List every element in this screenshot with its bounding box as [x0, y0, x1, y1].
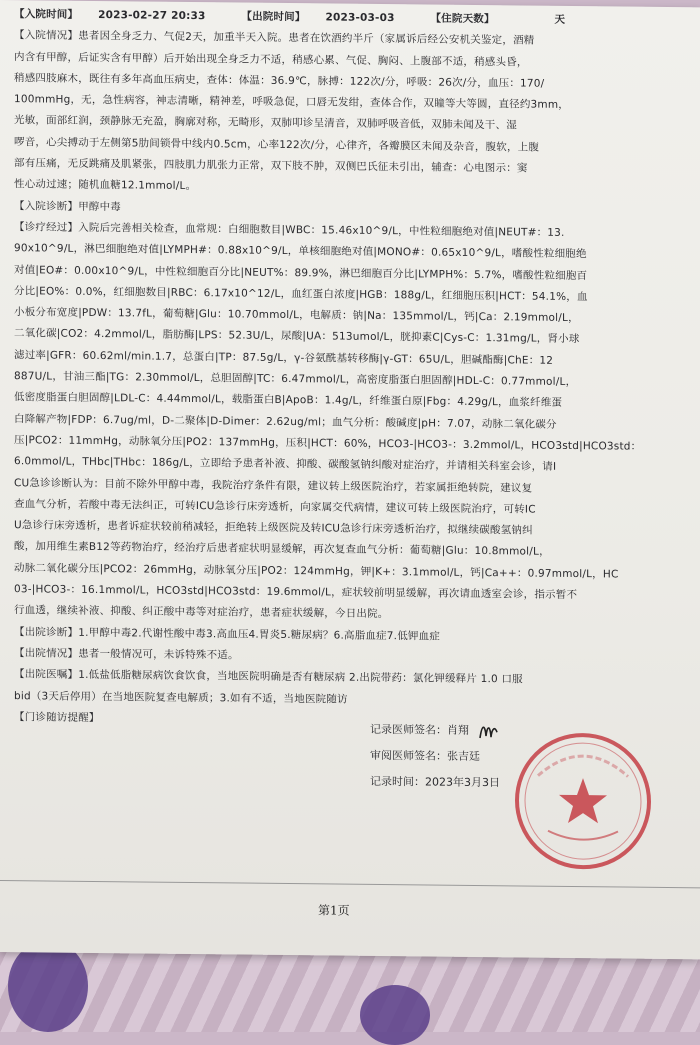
- text-line: 90x10^9/L，淋巴细胞绝对值|LYMPH#：0.88x10^9/L，单核细胞绝对值|MONO#：0.65x10^9/L，嗜酸性粒细胞绝: [14, 242, 587, 261]
- text-line: 光敏，面部红润，颈静脉无充盈，胸廓对称，无畸形，双肺叩诊呈清音，双肺呼吸音低，双肺未闻及干、湿: [14, 114, 517, 132]
- text-line: 【出院诊断】1.甲醇中毒2.代谢性酸中毒3.高血压4.胃炎5.糖尿病？6.高脂血症7.低钾血症: [14, 625, 441, 643]
- text-line: 内含有甲醇，后证实含有甲醇）后开始出现全身乏力不适，稍感心累、气促、胸闷、上腹部不适，稍感头昏，: [14, 50, 528, 69]
- page-footer-rule: [0, 880, 700, 888]
- recorder-signature: 记录医师签名：肖翔: [370, 717, 670, 746]
- text-line: U急诊行床旁透析，患者诉症状较前稍减轻，拒绝转上级医院及转ICU急诊行床旁透析治疗，拟继续碳酸氢钠纠: [14, 519, 533, 537]
- text-line: 动脉二氧化碳分压|PCO2：26mmHg，动脉氧分压|PO2：124mmHg，钾|K+：3.1mmol/L，钙|Ca++：0.97mmol/L，HC: [14, 561, 619, 581]
- section-line: 【入院情况】患者因全身乏力、气促2天，加重半天入院。患者在饮酒约半斤（家属诉后经公安机关鉴定，酒精: [14, 29, 535, 47]
- text-line: 低密度脂蛋白胆固醇|LDL-C：4.44mmol/L，载脂蛋白B|ApoB：1.4g/L，纤维蛋白原|Fbg：4.29g/L，血浆纤维蛋: [14, 391, 563, 410]
- admit-time: 【入院时间】 2023-02-27 20:33: [14, 8, 206, 23]
- text-line: 啰音，心尖搏动于左侧第5肋间锁骨中线内0.5cm，心率122次/分，心律齐，各瓣膜区未闻及杂音，腹软，上腹: [14, 135, 540, 154]
- section-line: 【出院医嘱】1.低盐低脂糖尿病饮食饮食，当地医院明确是否有糖尿病 2.出院带药：氯化钾缓释片 1.0 口服: [14, 668, 523, 686]
- text-line: 小板分布宽度|PDW：13.7fL，葡萄糖|Glu：10.70mmol/L，电解质：钠|Na：135mmol/L，钙|Ca：2.19mmol/L，: [14, 306, 579, 325]
- record-body: [14, 4, 686, 735]
- section-line: 【出院情况】患者一般情况可，未诉特殊不适。: [14, 647, 239, 662]
- section-line: 【诊疗经过】入院后完善相关检查，血常规：白细胞数目|WBC：15.46x10^9/L，中性粒细胞绝对值|NEUT#：13.: [14, 221, 565, 239]
- text-line: 滤过率|GFR：60.62ml/min.1.7，总蛋白|TP：87.5g/L，γ-谷氨酰基转移酶|γ-GT：65U/L，胆碱酯酶|ChE：12: [14, 348, 554, 367]
- text-line: 100mmHg，无，急性病容，神志清晰，精神差，呼吸急促，口唇无发绀，查体合作，双瞳等大等圆，直径约3mm，: [14, 93, 569, 112]
- text-line: 性心动过速；随机血糖12.1mmol/L。: [14, 178, 197, 193]
- text-line: 887U/L，甘油三酯|TG：2.30mmol/L，总胆固醇|TC：6.47mmol/L，高密度脂蛋白胆固醇|HDL-C：0.77mmol/L，: [14, 370, 577, 389]
- text-line: 稍感四肢麻木，既往有多年高血压病史，查体：体温：36.9℃，脉搏：122次/分，呼吸：26次/分，血压：170/: [14, 72, 545, 90]
- text-line: 对值|EO#：0.00x10^9/L，中性粒细胞百分比|NEUT%：89.9%，淋巴细胞百分比|LYMPH%：5.7%，嗜酸性粒细胞百: [14, 263, 588, 282]
- text-line: 酸，加用维生素B12等药物治疗，经治疗后患者症状明显缓解，再次复查血气分析：葡萄糖|Glu：10.8mmol/L，: [14, 540, 550, 559]
- text-line: 二氧化碳|CO2：4.2mmol/L，脂肪酶|LPS：52.3U/L，尿酸|UA：513umol/L，胱抑素C|Cys-C：1.31mg/L，肾小球: [14, 327, 580, 346]
- hospital-days: 【住院天数】 天: [430, 12, 566, 26]
- reviewer-signature: 审阅医师签名：张吉廷: [370, 748, 480, 764]
- handwritten-signature-icon: [477, 720, 499, 742]
- text-line: 6.0mmol/L，THbc|THbc：186g/L，立即给予患者补液、抑酸、碳酸氢钠纠酸对症治疗，并请相关科室会诊，请I: [14, 455, 557, 474]
- purple-pattern-blob: [8, 940, 88, 1032]
- text-line: 行血透，继续补液、抑酸、纠正酸中毒等对症治疗，患者症状缓解，今日出院。: [14, 604, 389, 621]
- text-line: 白降解产物|FDP：6.7ug/ml，D-二聚体|D-Dimer：2.62ug/ml；血气分析：酸碱度|pH：7.07，动脉二氧化碳分: [14, 412, 557, 431]
- text-line: 03-|HCO3-：16.1mmol/L，HCO3std|HCO3std：19.6mmol/L，症状较前明显缓解，再次请血透室会诊，指示暂不: [14, 583, 578, 602]
- record-time: 记录时间：2023年3月3日: [370, 774, 500, 790]
- record-text: [14, 25, 686, 735]
- text-line: CU急诊诊断认为：目前不除外甲醇中毒，我院治疗条件有限，建议转上级医院治疗，若家属拒绝转院，建议复: [14, 476, 533, 495]
- section-line: bid（3天后停用）在当地医院复查电解质；3.如有不适，当地医院随访: [14, 689, 348, 706]
- text-line: 【门诊随访提醒】: [14, 710, 100, 724]
- purple-pattern-blob: [360, 985, 430, 1045]
- discharge-time: 【出院时间】 2023-03-03: [241, 10, 395, 25]
- page-number: 第1页: [318, 903, 350, 918]
- hospital-seal-icon: [508, 725, 658, 877]
- section-line: 【入院诊断】甲醇中毒: [14, 199, 121, 213]
- text-line: 查血气分析，若酸中毒无法纠正，可转ICU急诊行床旁透析，向家属交代病情，建议可转上级医院治疗，可转IC: [14, 497, 536, 516]
- text-line: 部有压痛，无反跳痛及肌紧张，四肢肌力肌张力正常，双下肢不肿，双侧巴氏征未引出，辅查：心电图示：窦: [14, 157, 528, 175]
- text-line: 压|PCO2：11mmHg，动脉氧分压|PO2：137mmHg，压积|HCT：60%，HCO3-|HCO3-：3.2mmol/L，HCO3std|HCO3std：: [14, 434, 642, 453]
- text-line: 分比|EO%：0.0%，红细胞数目|RBC：6.17x10^12/L，血红蛋白浓度|HGB：188g/L，红细胞压积|HCT：54.1%，血: [14, 285, 588, 304]
